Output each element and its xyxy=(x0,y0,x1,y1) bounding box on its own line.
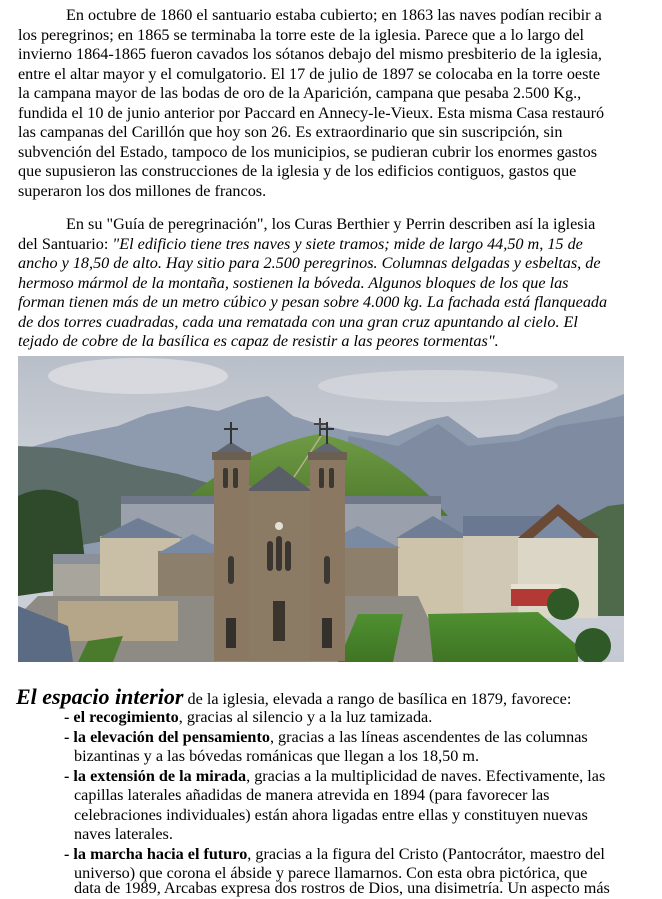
text-line: En octubre de 1860 el santuario estaba cubierto; en 1863 las naves podían recibir a xyxy=(66,6,602,24)
text-line: la campana mayor de las bodas de oro de la Aparición, campana que pesaba 2.500 Kg., xyxy=(18,84,582,102)
text-plain: del Santuario: xyxy=(18,234,113,253)
list-item-term: - la elevación del pensamiento xyxy=(64,727,270,746)
list-item-text: , gracias a las líneas ascendentes de las columnas xyxy=(269,727,588,746)
text-line: las campanas del Carillón que hoy son 26. Es extraordinario que sin suscripción, sin xyxy=(18,123,563,141)
list-item-text: , gracias al silencio y a la luz tamizada. xyxy=(178,708,433,726)
list-item-continuation: celebraciones individuales) están ahora ligadas entre ellas y constituyen nuevas xyxy=(74,805,588,824)
list-item xyxy=(64,845,605,865)
quote-line: hermoso mármol de la montaña, sostienen la bóveda. Algunos bloques de los que las xyxy=(18,273,569,292)
text-line xyxy=(18,235,583,255)
list-item xyxy=(64,728,588,748)
basilica-illustration xyxy=(18,356,624,662)
list-item xyxy=(64,767,605,787)
text-line: los peregrinos; en 1865 se terminaba la torre este de la iglesia. Parece que a lo largo del xyxy=(18,25,585,44)
list-item-text: , gracias a la figura del Cristo (Pantocrátor, maestro del xyxy=(247,844,605,863)
list-item-term: - el recogimiento xyxy=(64,708,179,726)
section-intro-text: de la iglesia, elevada a rango de basílica en 1879, favorece: xyxy=(183,690,572,708)
quote-line: tejado de cobre de la basílica es capaz de resistir a las peores tormentas". xyxy=(18,332,499,350)
list-item-continuation: naves laterales. xyxy=(74,825,173,843)
list-item xyxy=(64,708,432,728)
list-item-continuation: bizantinas y a las bóvedas románicas que llegan a los 18,50 m. xyxy=(74,747,480,765)
text-line: superaron los dos millones de francos. xyxy=(18,181,267,200)
quote-line: ancho y 18,50 de alto. Hay sitio para 2.500 peregrinos. Columnas delgadas y esbeltas, de xyxy=(18,254,601,272)
list-item-term: - la marcha hacia el futuro xyxy=(64,844,248,863)
text-line: En su "Guía de peregrinación", los Curas Berthier y Perrin describen así la iglesia xyxy=(66,215,596,233)
quote-text: "El edificio tiene tres naves y siete tramos; mide de largo 44,50 m, 15 de xyxy=(112,234,583,253)
text-line: invierno 1864-1865 fueron cavados los sótanos debajo del mismo presbiterio de la iglesia, xyxy=(18,45,602,63)
section-heading: El espacio interior xyxy=(16,684,184,709)
list-item-text: , gracias a la multiplicidad de naves. Efectivamente, las xyxy=(246,766,606,785)
text-line: fundida el 10 de junio anterior por Paccard en Annecy-le-Vieux. Esta misma Casa restauró xyxy=(18,103,605,122)
quote-line: de dos torres cuadradas, cada una rematada con una gran cruz apuntando al cielo. El xyxy=(18,312,578,331)
quote-line: forman tienen más de un metro cúbico y pesan sobre 4.000 kg. La fachada está flanqueada xyxy=(18,293,608,311)
text-line: subvención del Estado, tampoco de los municipios, se pudieran cubrir los enormes gastos xyxy=(18,142,598,161)
text-line: que supusieron las construcciones de la iglesia y de los edificios contiguos, gastos que xyxy=(18,162,577,180)
list-item-term: - la extensión de la mirada xyxy=(64,766,247,785)
text-line: entre el altar mayor y el comulgatorio. El 17 de julio de 1897 se colocaba en la torre oeste xyxy=(18,64,601,83)
list-item-continuation: capillas laterales añadidas de manera atrevida en 1894 (para favorecer las xyxy=(74,786,550,804)
list-item-continuation: universo) que corona el ábside y parece llamarnos. Con esta obra pictórica, que xyxy=(74,864,588,882)
sanctuary-photo xyxy=(18,356,624,662)
list-item-continuation: data de 1989, Arcabas expresa dos rostros de Dios, una disimetría. Un aspecto más xyxy=(74,879,610,897)
